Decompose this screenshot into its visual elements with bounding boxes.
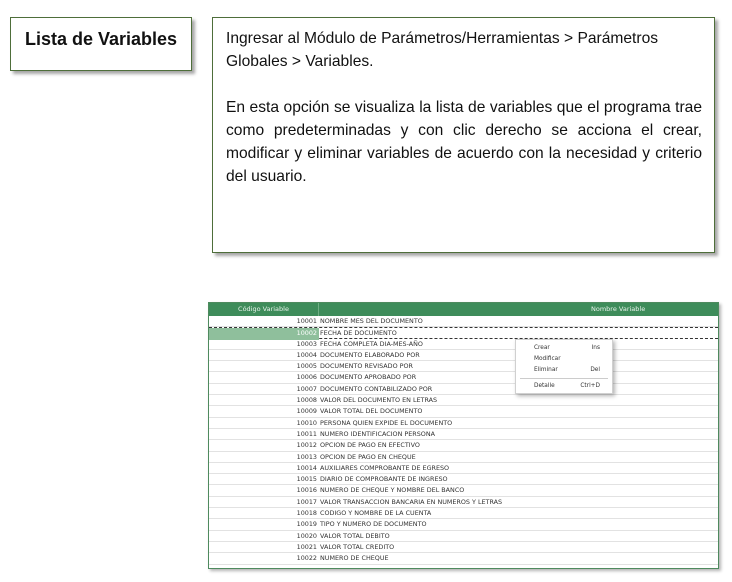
variable-code-cell: 10015 (296, 475, 317, 484)
variable-code-cell: 10010 (296, 418, 317, 427)
variable-code-cell: 10019 (296, 520, 317, 529)
section-label-box (10, 17, 192, 71)
variable-name-cell: DOCUMENTO REVISADO POR (320, 362, 413, 371)
table-row[interactable] (209, 384, 718, 395)
table-row[interactable] (209, 440, 718, 451)
variable-code-cell: 10003 (296, 339, 317, 348)
variable-name-cell: FECHA DE DOCUMENTO (320, 329, 397, 338)
menu-item-shortcut: Ctrl+D (580, 383, 600, 389)
description-box (212, 17, 715, 253)
column-header-code[interactable]: Código Variable (209, 303, 319, 316)
grid-rows (209, 316, 718, 565)
variable-name-cell: NUMERO DE CHEQUE (320, 554, 389, 563)
variable-name-cell: VALOR TOTAL DEBITO (320, 531, 390, 540)
variables-grid[interactable] (208, 302, 719, 569)
table-row[interactable] (209, 553, 718, 564)
variable-name-cell: VALOR DEL DOCUMENTO EN LETRAS (320, 396, 438, 405)
variable-name-cell: NUMERO DE CHEQUE Y NOMBRE DEL BANCO (320, 486, 465, 495)
table-row[interactable] (209, 497, 718, 508)
table-row[interactable] (209, 395, 718, 406)
variable-code-cell: 10012 (296, 441, 317, 450)
table-row[interactable] (209, 519, 718, 530)
context-menu (515, 339, 613, 394)
variable-name-cell: DOCUMENTO CONTABILIZADO POR (320, 384, 433, 393)
variable-name-cell: DOCUMENTO ELABORADO POR (320, 350, 420, 359)
table-row[interactable] (209, 327, 718, 338)
menu-item-shortcut: Del (590, 367, 600, 373)
menu-item-modificar[interactable] (516, 354, 612, 365)
variable-code-cell: 10002 (209, 328, 319, 339)
menu-item-shortcut: Ins (591, 345, 600, 351)
variable-code-cell: 10021 (296, 542, 317, 551)
table-row[interactable] (209, 316, 718, 327)
table-row[interactable] (209, 485, 718, 496)
table-row[interactable] (209, 452, 718, 463)
grid-header (209, 303, 718, 316)
table-row[interactable] (209, 508, 718, 519)
variable-name-cell: VALOR TRANSACCION BANCARIA EN NUMEROS Y LETRAS (320, 497, 503, 506)
variable-code-cell: 10011 (296, 429, 317, 438)
menu-item-label: Detalle (534, 383, 555, 389)
menu-item-detalle[interactable] (516, 381, 612, 392)
table-row[interactable] (209, 531, 718, 542)
variable-code-cell: 10018 (296, 509, 317, 518)
variable-name-cell: DIARIO DE COMPROBANTE DE INGRESO (320, 475, 448, 484)
variable-code-cell: 10006 (296, 373, 317, 382)
section-label: Lista de Variables (24, 29, 178, 49)
table-row[interactable] (209, 463, 718, 474)
table-row[interactable] (209, 361, 718, 372)
table-row[interactable] (209, 418, 718, 429)
navigation-path-text: Ingresar al Módulo de Parámetros/Herramientas > Parámetros Globales > Variables. (226, 30, 659, 70)
variable-name-cell: FECHA COMPLETA DIA-MES-AÑO (320, 339, 423, 348)
table-row[interactable] (209, 406, 718, 417)
menu-separator (520, 378, 608, 379)
table-row[interactable] (209, 429, 718, 440)
menu-item-label: Crear (534, 345, 550, 351)
variable-name-cell: TIPO Y NUMERO DE DOCUMENTO (320, 520, 427, 529)
variable-name-cell: PERSONA QUIEN EXPIDE EL DOCUMENTO (320, 418, 453, 427)
variable-name-cell: OPCION DE PAGO EN EFECTIVO (320, 441, 420, 450)
menu-item-crear[interactable] (516, 343, 612, 354)
variable-code-cell: 10013 (296, 452, 317, 461)
variable-code-cell: 10005 (296, 362, 317, 371)
description-body-text: En esta opción se visualiza la lista de variables que el programa trae como predeterminadas y con clic derecho se acciona el crear, modificar y eliminar variables de acuerdo con la necesidad y criterio del usuario. (226, 99, 702, 185)
table-row[interactable] (209, 350, 718, 361)
table-row[interactable] (209, 474, 718, 485)
variable-name-cell: DOCUMENTO APROBADO POR (320, 373, 417, 382)
variable-name-cell: AUXILIARES COMPROBANTE DE EGRESO (320, 463, 450, 472)
menu-item-label: Eliminar (534, 367, 558, 373)
variable-code-cell: 10020 (296, 531, 317, 540)
column-header-name[interactable]: Nombre Variable (591, 305, 646, 313)
variable-code-cell: 10001 (296, 317, 317, 325)
menu-item-label: Modificar (534, 356, 561, 362)
table-row[interactable] (209, 339, 718, 350)
variable-code-cell: 10007 (296, 384, 317, 393)
table-row[interactable] (209, 372, 718, 383)
table-row[interactable] (209, 542, 718, 553)
variable-code-cell: 10022 (296, 554, 317, 563)
variable-code-cell: 10017 (296, 497, 317, 506)
variable-code-cell: 10016 (296, 486, 317, 495)
variable-name-cell: NOMBRE MES DEL DOCUMENTO (320, 317, 423, 325)
variable-name-cell: NUMERO IDENTIFICACION PERSONA (320, 429, 435, 438)
menu-item-eliminar[interactable] (516, 365, 612, 376)
variable-name-cell: OPCION DE PAGO EN CHEQUE (320, 452, 416, 461)
variable-code-cell: 10014 (296, 463, 317, 472)
variable-name-cell: CODIGO Y NOMBRE DE LA CUENTA (320, 509, 432, 518)
variable-name-cell: VALOR TOTAL CREDITO (320, 542, 395, 551)
variable-name-cell: VALOR TOTAL DEL DOCUMENTO (320, 407, 423, 416)
variable-code-cell: 10008 (296, 396, 317, 405)
variable-code-cell: 10004 (296, 350, 317, 359)
variable-code-cell: 10009 (296, 407, 317, 416)
